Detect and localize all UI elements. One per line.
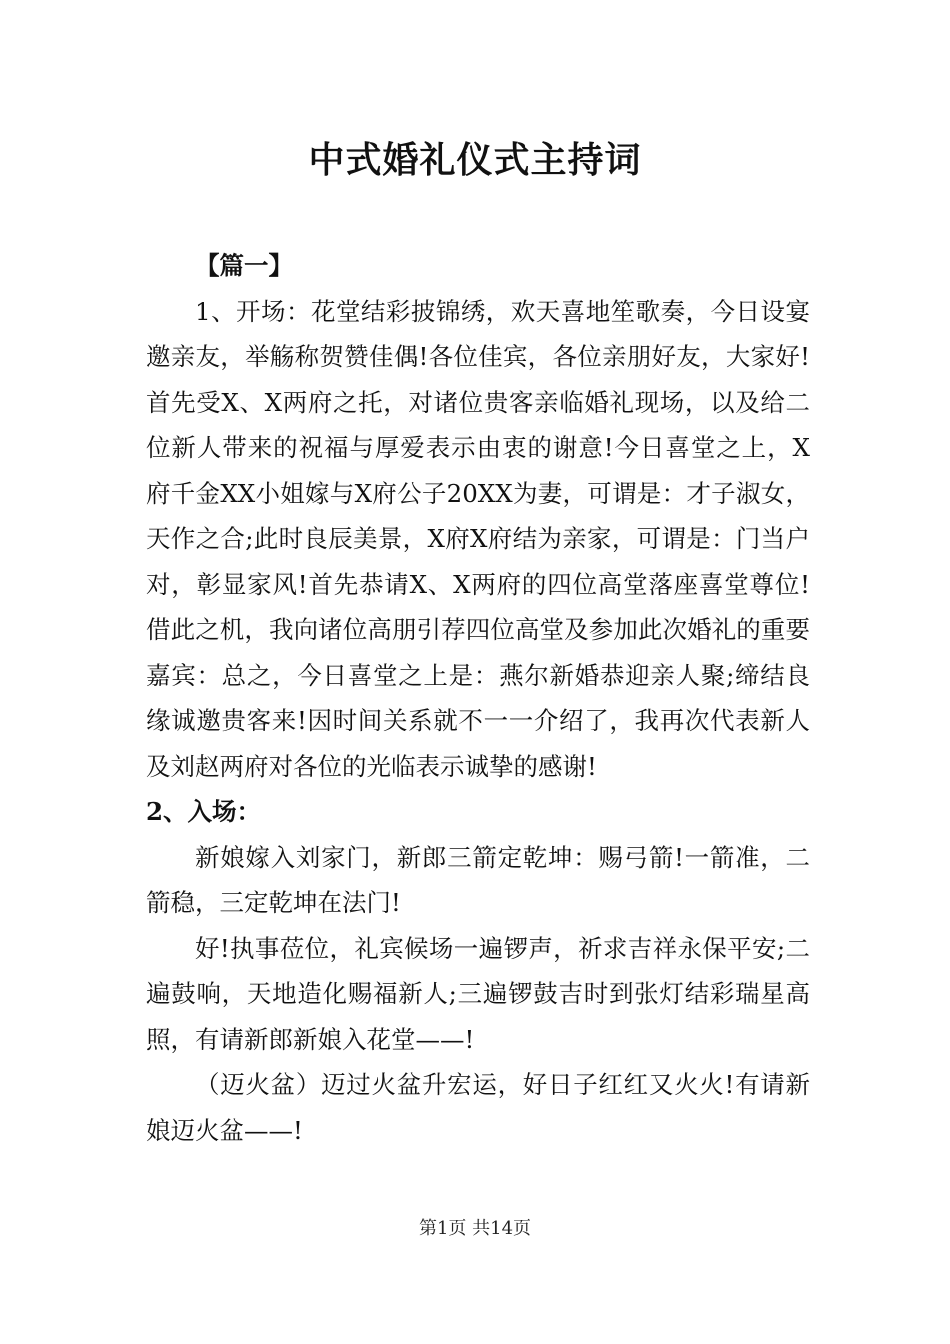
paragraph-opening: 1、开场：花堂结彩披锦绣，欢天喜地笙歌奏，今日设宴邀亲友，举觞称贺赞佳偶!各位佳宾，各位亲朋好友，大家好!首先受X、X两府之托，对诸位贵客亲临婚礼现场，以及给二位新人带来的祝福与厚爱表示由衷的谢意!今日喜堂之上，X府千金XX小姐嫁与X府公子20XX为妻，可谓是：才子淑女，天作之合;此时良辰美景，X府X府结为亲家，可谓是：门当户对，彰显家风!首先恭请X、X两府的四位高堂落座喜堂尊位!借此之机，我向诸位高朋引荐四位高堂及参加此次婚礼的重要嘉宾：总之，今日喜堂之上是：燕尔新婚恭迎亲人聚;缔结良缘诚邀贵客来!因时间关系就不一一介绍了，我再次代表新人及刘赵两府对各位的光临表示诚挚的感谢!: [146, 296, 810, 781]
paragraph-fire-basin: （迈火盆）迈过火盆升宏运，好日子红红又火火!有请新娘迈火盆——!: [146, 1070, 810, 1145]
document-title: 中式婚礼仪式主持词: [308, 139, 642, 181]
paragraph-entrance-heading: 2、入场：: [146, 797, 262, 826]
section-heading: 【篇一】: [195, 251, 293, 280]
paragraph-arrows: 新娘嫁入刘家门，新郎三箭定乾坤：赐弓箭!一箭准，二箭稳，三定乾坤在法门!: [146, 842, 810, 917]
page-footer: 第1页 共14页: [418, 1218, 532, 1239]
paragraph-gongs-drums: 好!执事莅位，礼宾候场一遍锣声，祈求吉祥永保平安;二遍鼓响，天地造化赐福新人;三遍锣鼓吉时到张灯结彩瑞星高照，有请新郎新娘入花堂——!: [146, 933, 810, 1054]
document-body: [146, 243, 810, 1153]
